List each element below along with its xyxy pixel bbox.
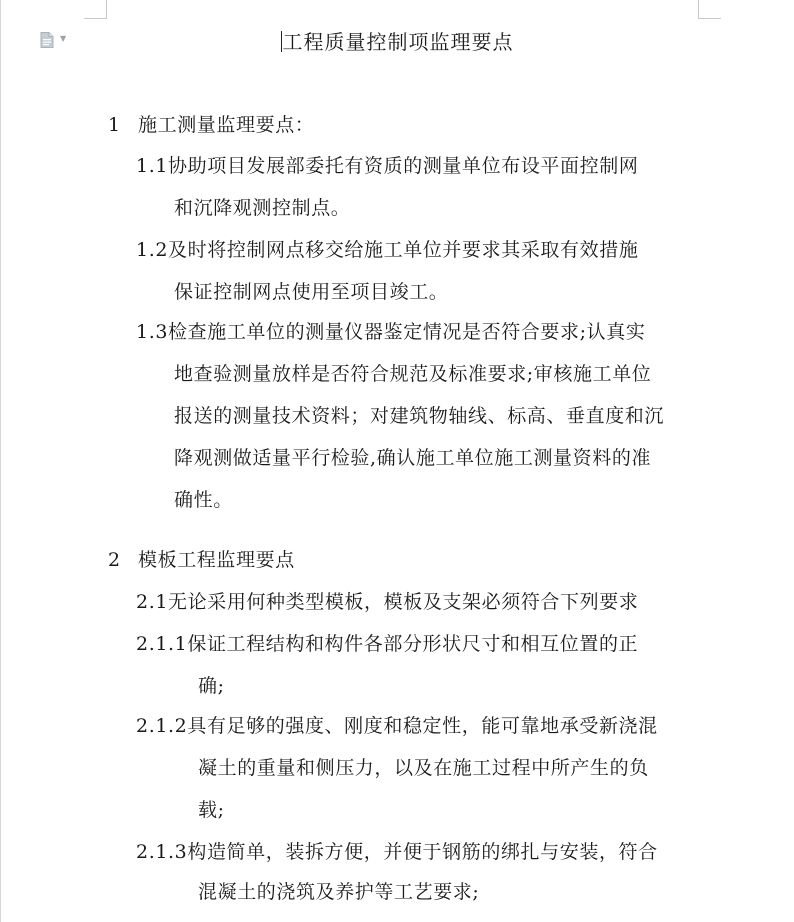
page-edge [0, 0, 1, 922]
item-number: 1.2 [136, 239, 169, 261]
item-text-line: 及时将控制网点移交给施工单位并要求其采取有效措施 [168, 239, 639, 261]
section-heading-1 [108, 113, 314, 137]
item-text-line: 保证工程结构和构件各部分形状尺寸和相互位置的正 [187, 633, 639, 655]
document-title[interactable] [0, 30, 794, 54]
title-text: 工程质量控制项监理要点 [282, 30, 514, 54]
text-cursor [281, 31, 282, 52]
item-text-line: 报送的测量技术资料；对建筑物轴线、标高、垂直度和沉 [174, 405, 665, 427]
item-text-line: 无论采用何种类型模板，模板及支架必须符合下列要求 [168, 591, 639, 613]
section-title: 施工测量监理要点： [138, 114, 315, 136]
item-text-line: 地查验测量放样是否符合规范及标准要求;审核施工单位 [174, 363, 652, 385]
item-number: 2.1 [136, 591, 169, 613]
section-number: 2 [108, 549, 121, 571]
margin-corner-top-left [84, 0, 107, 19]
item-text-line: 确性。 [174, 489, 233, 511]
item-number: 2.1.3 [136, 841, 188, 863]
item-number: 2.1.2 [136, 715, 188, 737]
item-number: 1.1 [136, 155, 169, 177]
item-text-line: 确; [198, 675, 225, 697]
item-text-line: 和沉降观测控制点。 [174, 197, 351, 219]
item-text-line: 检查施工单位的测量仪器鉴定情况是否符合要求;认真实 [168, 321, 646, 343]
list-item-2-1-1 [136, 632, 638, 656]
item-text-line: 载; [198, 799, 225, 821]
list-item-1-1 [136, 154, 638, 178]
section-title: 模板工程监理要点 [138, 549, 295, 571]
list-item-1-2 [136, 238, 638, 262]
list-item-2-1-2 [136, 714, 658, 738]
item-text-line: 凝土的重量和侧压力，以及在施工过程中所产生的负 [198, 757, 649, 779]
item-number: 1.3 [136, 321, 169, 343]
chevron-down-icon: ▼ [60, 34, 67, 43]
section-heading-2 [108, 548, 295, 572]
item-text-line: 协助项目发展部委托有资质的测量单位布设平面控制网 [168, 155, 639, 177]
item-text-line: 构造简单，装拆方便，并便于钢筋的绑扎与安装，符合 [187, 841, 658, 863]
list-item-2-1 [136, 590, 638, 614]
item-text-line: 降观测做适量平行检验,确认施工单位施工测量资料的准 [174, 447, 652, 469]
item-text-line: 混凝土的浇筑及养护等工艺要求; [198, 881, 480, 903]
item-number: 2.1.1 [136, 633, 188, 655]
list-item-1-3 [136, 320, 645, 344]
section-number: 1 [108, 114, 121, 136]
margin-corner-top-right [698, 0, 721, 19]
item-text-line: 具有足够的强度、刚度和稳定性，能可靠地承受新浇混 [187, 715, 658, 737]
list-item-2-1-3 [136, 840, 658, 864]
item-text-line: 保证控制网点使用至项目竣工。 [174, 281, 449, 303]
